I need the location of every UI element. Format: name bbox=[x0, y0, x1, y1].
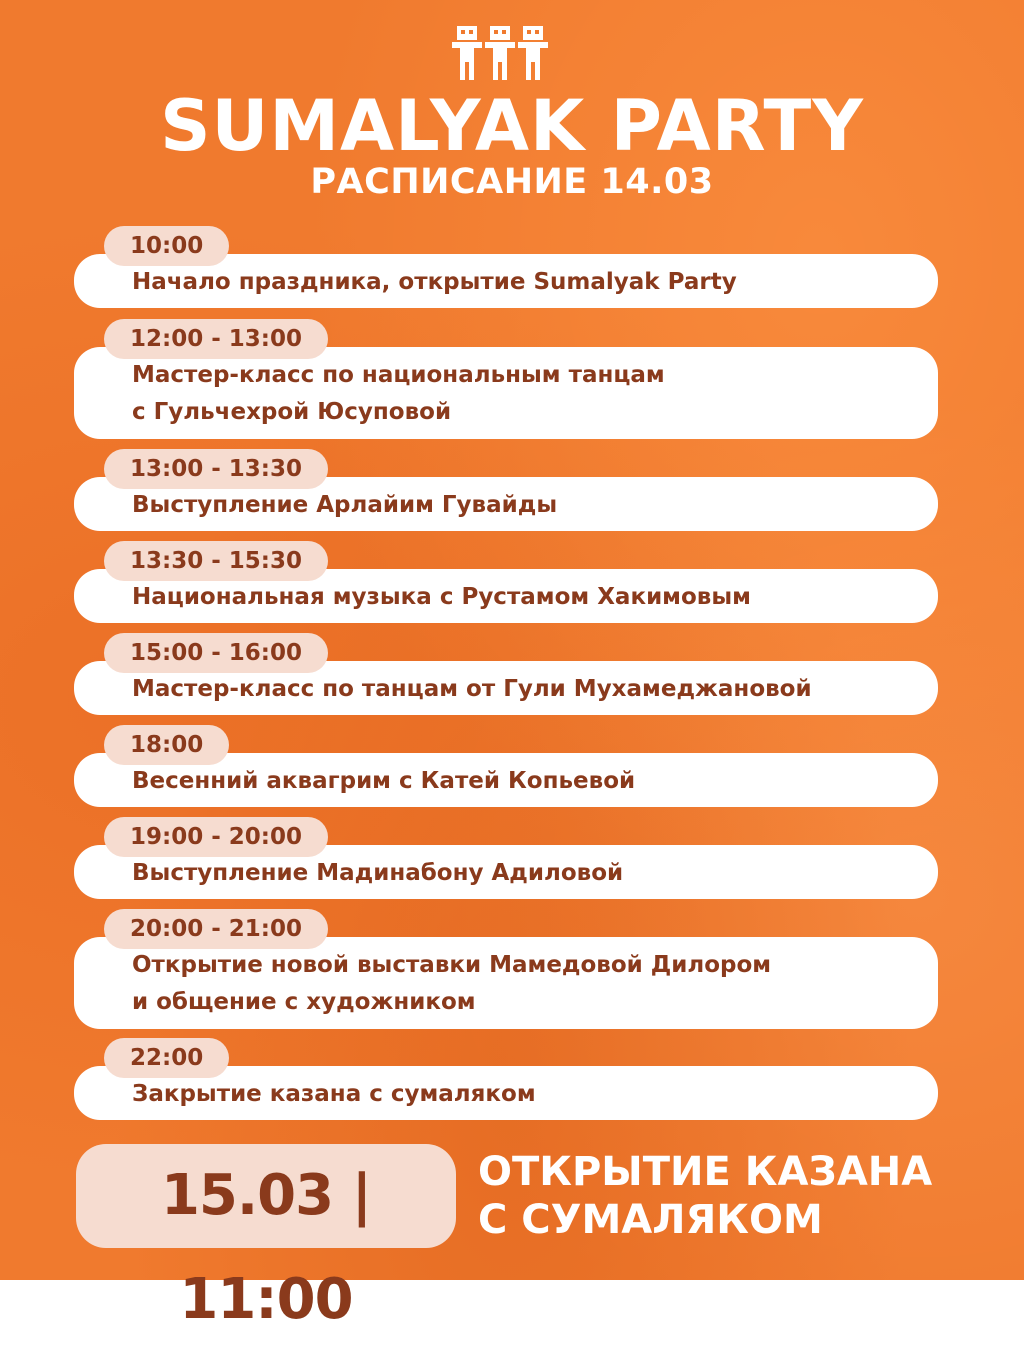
schedule-description-line1: Выступление Арлайим Гувайды bbox=[132, 492, 558, 518]
schedule-item bbox=[74, 541, 938, 623]
schedule-time-pill: 10:00 bbox=[104, 226, 229, 266]
schedule-description-line1: Мастер-класс по танцам от Гули Мухамеджановой bbox=[132, 676, 812, 702]
schedule-item bbox=[74, 1038, 938, 1120]
schedule-time-pill: 19:00 - 20:00 bbox=[104, 817, 328, 857]
schedule-time-pill: 22:00 bbox=[104, 1038, 229, 1078]
event-title: SUMALYAK PARTY bbox=[160, 85, 864, 167]
schedule-time-pill: 15:00 - 16:00 bbox=[104, 633, 328, 673]
schedule-time-pill: 13:30 - 15:30 bbox=[104, 541, 328, 581]
schedule-description-line1: Мастер-класс по национальным танцам bbox=[132, 362, 665, 388]
opening-event-line1: ОТКРЫТИЕ КАЗАНА bbox=[478, 1149, 933, 1195]
schedule-item bbox=[74, 319, 938, 439]
three-people-ornament-icon bbox=[452, 26, 548, 80]
schedule-time-pill: 13:00 - 13:30 bbox=[104, 449, 328, 489]
schedule-subtitle: РАСПИСАНИЕ 14.03 bbox=[310, 162, 714, 202]
schedule-description-line1: Открытие новой выставки Мамедовой Дилором bbox=[132, 952, 772, 978]
schedule-time-pill: 20:00 - 21:00 bbox=[104, 909, 328, 949]
opening-event-line2: С СУМАЛЯКОМ bbox=[478, 1197, 823, 1243]
schedule-card bbox=[74, 347, 938, 439]
opening-event-caption bbox=[478, 1148, 998, 1244]
schedule-description-line1: Выступление Мадинабону Адиловой bbox=[132, 860, 624, 886]
schedule-time-pill: 18:00 bbox=[104, 725, 229, 765]
schedule-item bbox=[74, 633, 938, 715]
schedule-description-line1: Начало праздника, открытие Sumalyak Party bbox=[132, 269, 737, 295]
opening-date-time: 15.03 | 11:00 bbox=[76, 1144, 456, 1248]
schedule-item bbox=[74, 226, 938, 308]
schedule-description-line2: и общение с художником bbox=[132, 989, 476, 1015]
schedule-item bbox=[74, 725, 938, 807]
schedule-item bbox=[74, 817, 938, 899]
schedule-description-line1: Весенний аквагрим с Катей Копьевой bbox=[132, 768, 636, 794]
schedule-description-line1: Закрытие казана с сумаляком bbox=[132, 1081, 536, 1107]
schedule-item bbox=[74, 909, 938, 1029]
schedule-item bbox=[74, 449, 938, 531]
schedule-description-line1: Национальная музыка с Рустамом Хакимовым bbox=[132, 584, 751, 610]
schedule-card bbox=[74, 937, 938, 1029]
schedule-description-line2: с Гульчехрой Юсуповой bbox=[132, 399, 452, 425]
schedule-time-pill: 12:00 - 13:00 bbox=[104, 319, 328, 359]
